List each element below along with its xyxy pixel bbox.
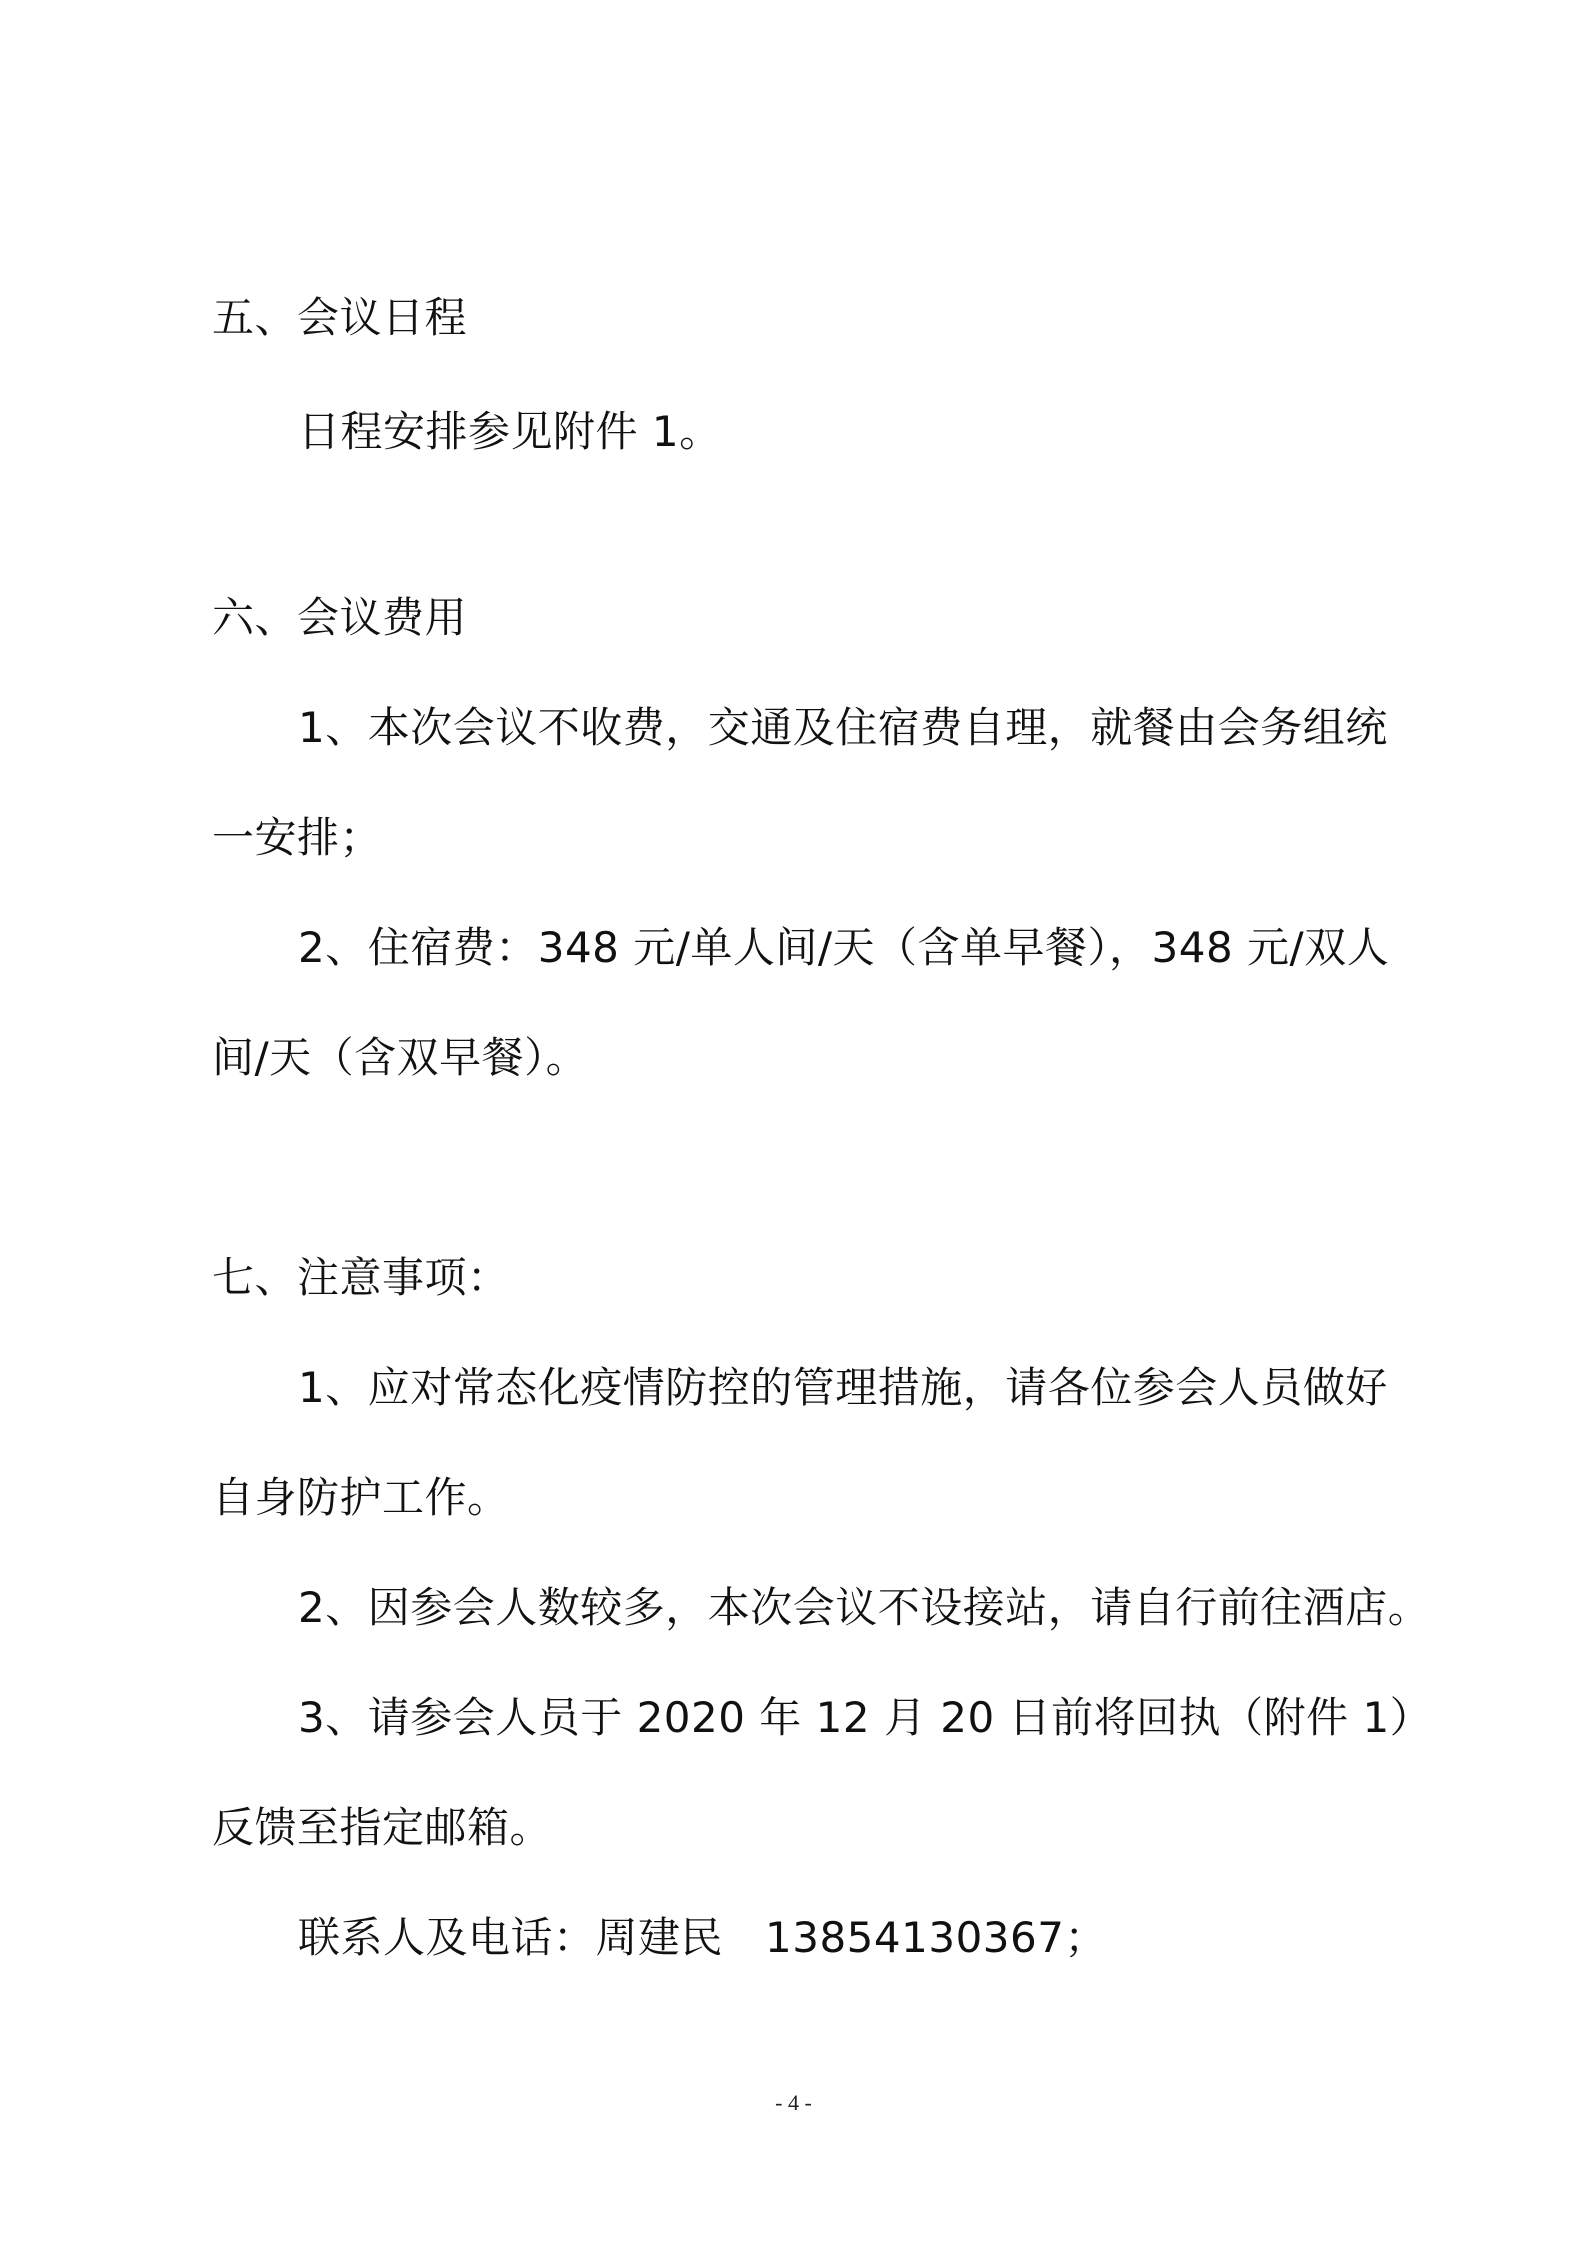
fees-item-1-line-1: 1、本次会议不收费，交通及住宿费自理，就餐由会务组统 <box>298 703 1388 752</box>
notes-item-1-line-2: 自身防护工作。 <box>212 1473 510 1522</box>
fees-item-1-line-2: 一安排； <box>212 813 383 862</box>
contact-label: 联系人及电话：周建民 <box>298 1913 724 1962</box>
fees-item-2-line-2: 间/天（含双早餐）。 <box>212 1033 589 1082</box>
page-number: - 4 - <box>775 2090 812 2115</box>
schedule-text: 日程安排参见附件 1。 <box>298 407 722 456</box>
fees-item-2-line-1: 2、住宿费：348 元/单人间/天（含单早餐），348 元/双人 <box>298 923 1390 972</box>
contact-phone: 13854130367； <box>765 1913 1107 1962</box>
notes-item-3-line-2: 反馈至指定邮箱。 <box>212 1803 553 1852</box>
notes-item-1-line-1: 1、应对常态化疫情防控的管理措施，请各位参会人员做好 <box>298 1363 1388 1412</box>
notes-item-2: 2、因参会人数较多，本次会议不设接站，请自行前往酒店。 <box>298 1583 1431 1632</box>
contact-line <box>298 1910 1107 1966</box>
section-heading-notes: 七、注意事项： <box>212 1253 510 1302</box>
section-heading-schedule: 五、会议日程 <box>212 293 468 342</box>
notes-item-3-line-1: 3、请参会人员于 2020 年 12 月 20 日前将回执（附件 1） <box>298 1693 1433 1742</box>
section-heading-fees: 六、会议费用 <box>212 593 468 642</box>
